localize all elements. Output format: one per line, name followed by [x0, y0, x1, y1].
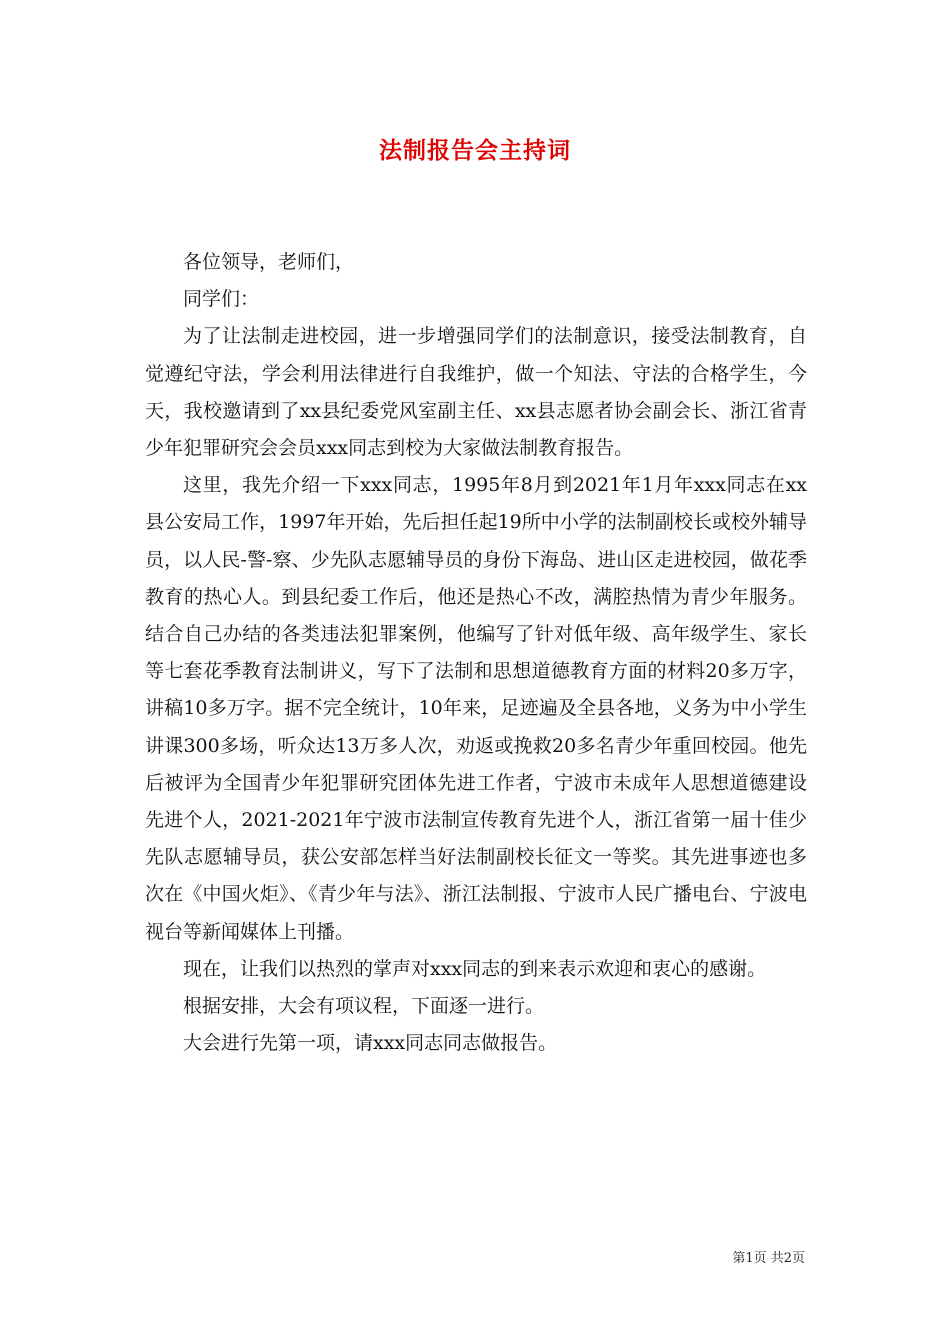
greeting-line: 各位领导，老师们， [183, 251, 355, 273]
agenda-paragraph: 根据安排，大会有项议程，下面逐一进行。 [183, 995, 545, 1018]
intro-paragraph: 为了让法制走进校园，进一步增强同学们的法制意识，接受法制教育，自觉遵纪守法，学会利用法律进行自我维护，做一个知法、守法的合格学生，今天，我校邀请到了xx县纪委党风室副主任、xx县志愿者协会副会长、浙江省青少年犯罪研究会会员xxx同志到校为大家做法制教育报告。 [145, 325, 807, 460]
first-item-paragraph: 大会进行先第一项，请xxx同志同志做报告。 [183, 1032, 558, 1055]
document-body [145, 244, 807, 1062]
document-title: 法制报告会主持词 [379, 137, 571, 164]
speaker-bio-paragraph: 这里，我先介绍一下xxx同志，1995年8月到2021年1月年xxx同志在xx县公安局工作，1997年开始，先后担任起19所中小学的法制副校长或校外辅导员，以人民-警-察、少先队志愿辅导员的身份下海岛、进山区走进校园，做花季教育的热心人。到县纪委工作后，他还是热心不改，满腔热情为青少年服务。结合自己办结的各类违法犯罪案例，他编写了针对低年级、高年级学生、家长等七套花季教育法制讲义，写下了法制和思想道德教育方面的材料20多万字，讲稿10多万字。据不完全统计，10年来，足迹遍及全县各地，义务为中小学生讲课300多场，听众达13万多人次，劝返或挽救20多名青少年重回校园。他先后被评为全国青少年犯罪研究团体先进工作者，宁波市未成年人思想道德建设先进个人，2021-2021年宁波市法制宣传教育先进个人，浙江省第一届十佳少先队志愿辅导员，获公安部怎样当好法制副校长征文一等奖。其先进事迹也多次在《中国火炬》、《青少年与法》、浙江法制报、宁波市人民广播电台、宁波电视台等新闻媒体上刊播。 [145, 474, 807, 943]
page-number: 第1页 共2页 [732, 1251, 805, 1266]
welcome-paragraph: 现在，让我们以热烈的掌声对xxx同志的到来表示欢迎和衷心的感谢。 [183, 957, 767, 980]
greeting-line-students: 同学们： [183, 288, 260, 311]
